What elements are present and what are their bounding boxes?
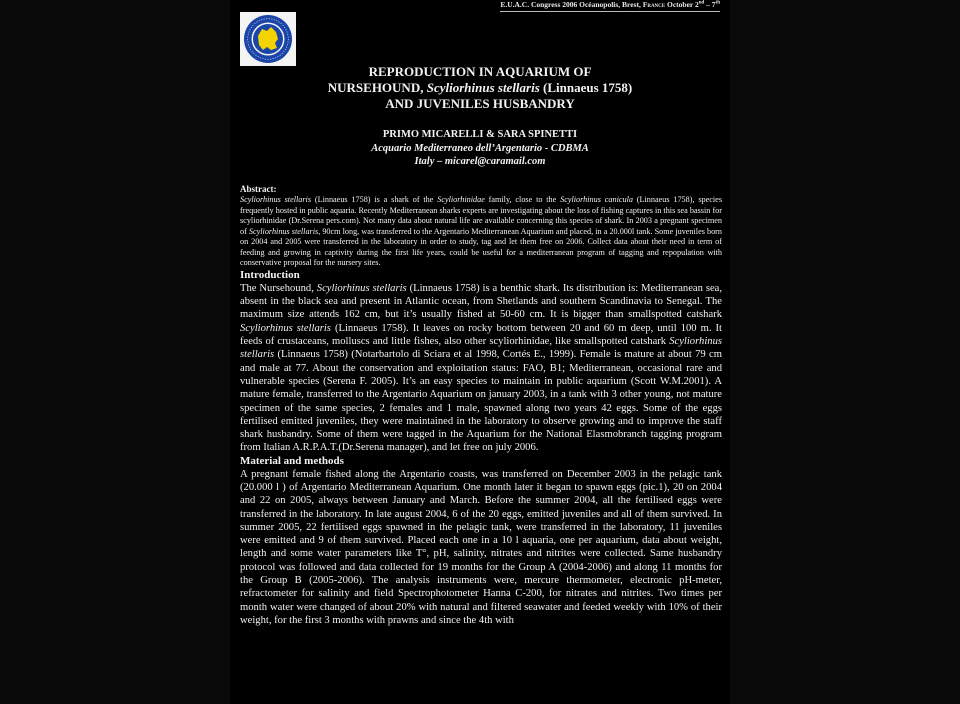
abstract-label: Abstract: (240, 184, 277, 194)
paper-body (240, 184, 722, 627)
abstract-text: Scyliorhinus stellaris (Linnaeus 1758) is a shark of the Scyliorhinidae family, close to the Scyliorhinus canicula (Linnaeus 1758), species frequently hosted in public aquaria. Recently Mediterranean sharks experts are investigating about the loss of fishing captures in this sea bassin for scyliorhinidae (Dr.Serena pers.com). Not many data about natural life are available concerning this species of shark. In 2003 a pregnant specimen of Scyliorhinus stellaris, 90cm long, was transferred to the Argentario Mediterranean Aquarium and placed, in a 20.000l tank. Some juveniles born on 2004 and 2005 were transferred in the laboratory in order to study, tag and let them free on 2006. Collect data about their need in term of feeding and growing in captivity during the first life years, could be useful for a mediterranean program of tagging and repopulation with conservative proposal for the nursery sites. (240, 195, 723, 268)
species-name: Scyliorhinus stellaris (426, 80, 540, 95)
author-affiliation: Acquario Mediterraneo dell’Argentario - CDBMA (371, 142, 589, 154)
euac-logo (240, 12, 296, 66)
methods-heading: Material and methods (240, 454, 344, 467)
european-union-aquarium-curators-logo-icon (240, 12, 296, 66)
methods-text: A pregnant female fished along the Argentario coasts, was transferred on December 2003 in the pelagic tank (20.000 l ) of Argentario Mediterranean Aquarium. One month later it began to spawn eggs (pic.1), 20 on 2004 and 22 on 2005, always between January and March. Before the summer 2004, all the fertilised eggs were transferred in the laboratory. In late august 2004, 6 of the 20 eggs, emitted juveniles and all of them survived. In summer 2005, 22 fertilised eggs spawned in the pelagic tank, were transferred in the laboratory, 11 juveniles were emitted and 9 of them survived. Placed each one in a 10 l aquaria, one per aquarium, data about weight, length and some water parameters like T°, pH, salinity, nitrates and nitrites were collected. Same husbandry protocol was followed and data collected for 19 months for the Group A (2004-2006) and along 11 months for the Group B (2005-2006). The analysis instruments were, mercure thermometer, electronic pH-meter, refractometer for salinity and field Spectrophotometer Hanna C-200, for nitrates and nitrites. Two times per month water were changed of about 20% with natural and filtered seawater and feeded weekly with 10% of their weight, for the first 3 months with prawns and since the 4th with (240, 468, 722, 626)
author-names: PRIMO MICARELLI & SARA SPINETTI (382, 129, 578, 140)
running-head-country: France (642, 0, 666, 9)
introduction-text: The Nursehound, Scyliorhinus stellaris (Linnaeus 1758) is a benthic shark. Its distribution is: Mediterranean sea, absent in the black sea and present in Atlantic ocean, from Shetlands and southern Scandinavia to Senegal. The maximum size attends 162 cm, but it’s usually fished at 50-60 cm. It is bigger than smallspotted catshark Scyliorhinus stellaris (Linnaeus 1758). It leaves on rocky bottom between 20 and 60 m deep, until 100 m. It feeds of crustaceans, molluscs and little fishes, also other scyliorhinidae, like smallspotted catshark Scyliorhinus stellaris (Linnaeus 1758) (Notarbartolo di Sciara et al 1998, Cortés E., 1999). Female is mature at about 79 cm and male at 77. About the conservation and exploitation status: FAO, B1; Mediterranean, occasional rare and vulnerable species (Serena F. 2005). It’s an easy species to maintain in public aquarium (Scott W.M.2001). A mature female, transferred to the Argentario Aquarium on january 2003, in a tank with 3 other young, not mature specimen of the same species, 2 females and 1 male, spawned along two years 42 eggs. Some of the eggs fertilised emitted juveniles, they were maintained in the laboratory to observe growing and to improve the staff shark husbandry. Some of them were tagged in the Aquarium for the National Elasmobranch tagging program from Italian A.R.P.A.T.(Dr.Serena manager), and let free on july 2006. (240, 282, 723, 454)
running-head: E.U.A.C. Congress 2006 Océanopolis, Brest, France October 2nd – 7th (500, 0, 720, 12)
author-block (230, 128, 730, 169)
document-page (230, 0, 730, 704)
introduction-heading: Introduction (240, 268, 300, 281)
paper-title: REPRODUCTION IN AQUARIUM OF NURSEHOUND, Scyliorhinus stellaris (Linnaeus 1758) AND JUVENILES HUSBANDRY (327, 64, 633, 111)
author-contact: Italy – micarel@caramail.com (414, 156, 546, 167)
